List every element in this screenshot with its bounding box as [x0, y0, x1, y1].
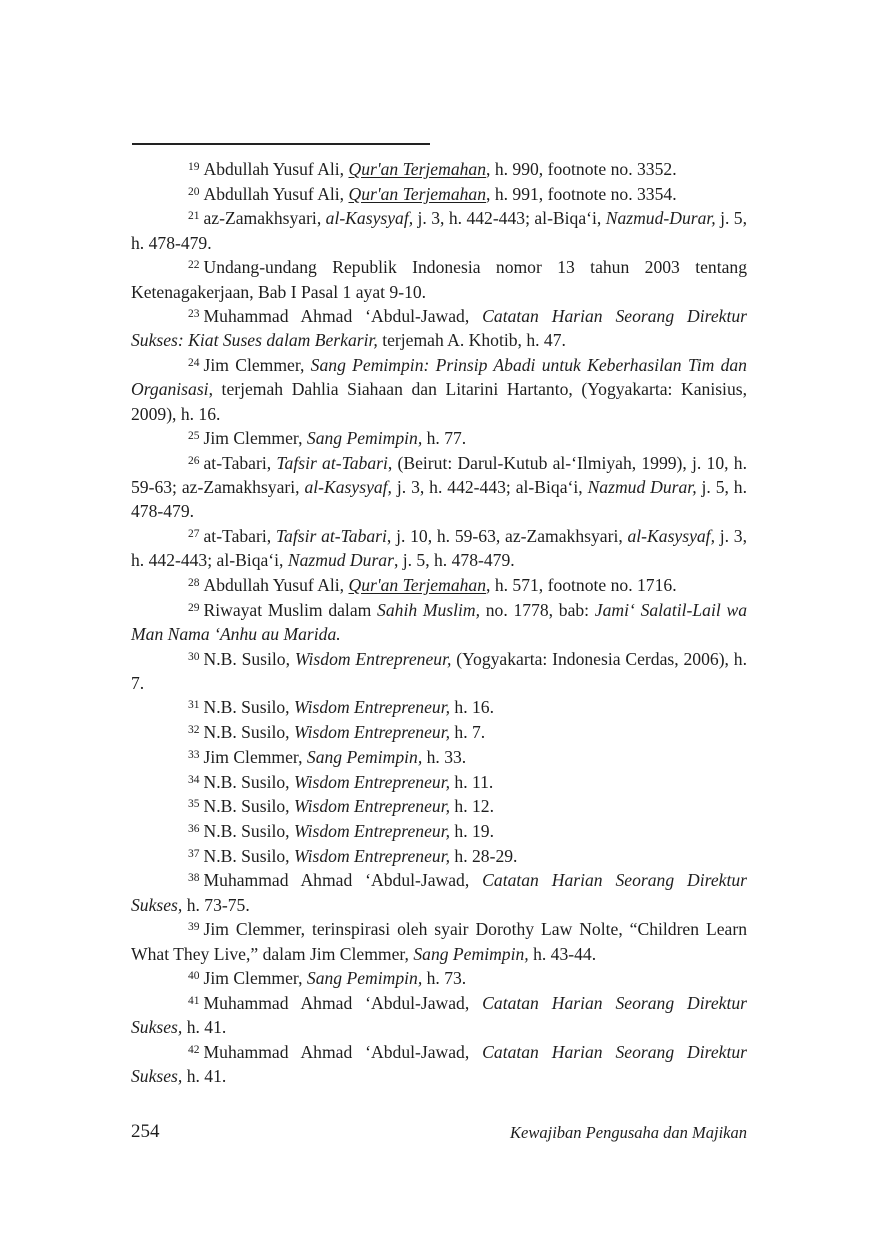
work-title: Sang Pemimpin: Prinsip Abadi untuk Keberhasilan Tim dan Organisasi	[131, 355, 747, 400]
footnote-number: 34	[188, 773, 200, 786]
footnote-text: j. 5, h. 478-479.	[131, 208, 748, 253]
work-title: Wisdom Entrepreneur,	[293, 771, 450, 792]
footnote-text: , h. 991, footnote no. 3354.	[486, 183, 677, 204]
work-title	[348, 575, 486, 595]
footnote-28	[131, 573, 747, 597]
footnote-35	[131, 794, 747, 818]
footnote-text: N.B. Susilo,	[203, 722, 294, 743]
footnote-text: h. 16.	[450, 697, 494, 718]
footnote-text: Abdullah Yusuf Ali,	[203, 574, 349, 595]
footnote-text: h. 73-75.	[182, 894, 250, 915]
running-title: Kewajiban Pengusaha dan Majikan	[510, 1123, 747, 1142]
footnote-number: 38	[188, 872, 200, 885]
footnote-number: 20	[188, 185, 200, 198]
footnote-number: 24	[188, 357, 200, 370]
footnote-text: N.B. Susilo,	[203, 697, 294, 718]
work-title: Tafsir at-Tabari	[276, 452, 388, 473]
work-title: Wisdom Entrepreneur,	[294, 648, 452, 669]
work-title: Sahih Muslim,	[377, 599, 481, 620]
footnote-text: , h. 990, footnote no. 3352.	[486, 159, 677, 179]
footnote-text: at-Tabari,	[203, 526, 276, 547]
footnote-27	[131, 524, 747, 572]
work-title: al-Kasysyaf,	[627, 526, 715, 547]
work-title: Wisdom Entrepreneur,	[293, 697, 450, 718]
footnote-34	[131, 770, 747, 794]
footnote-number: 22	[188, 259, 200, 272]
footnote-text: , (Beirut: Darul-Kutub al-‘Ilmiyah, 1999), j. 10, h. 59-63; az-Zamakhsyari,	[131, 452, 747, 498]
page-number: 254	[131, 1121, 160, 1142]
footnote-text: N.B. Susilo,	[203, 771, 294, 792]
work-title: Wisdom Entrepreneur,	[293, 796, 450, 817]
footnote-39	[131, 917, 747, 965]
footnote-number: 32	[188, 724, 200, 737]
footnote-text: Muhammad Ahmad ‘Abdul-Jawad,	[203, 992, 483, 1013]
work-title: Jami‘ Salatil-Lail wa Man Nama ‘Anhu au Marida.	[131, 599, 747, 644]
footnotes-list	[131, 157, 747, 1089]
footnote-text: h. 11.	[450, 771, 494, 792]
footnote-30	[131, 647, 747, 695]
footnote-text: j. 3, h. 442-443; al-Biqa‘i,	[391, 477, 588, 498]
footnote-number: 41	[188, 994, 200, 1007]
work-title: Wisdom Entrepreneur,	[293, 820, 450, 841]
footnote-text: , j. 5, h. 478-479.	[393, 550, 515, 571]
work-title: Catatan Harian Seorang Direktur Sukses,	[131, 992, 747, 1038]
footnote-text: N.B. Susilo,	[203, 820, 294, 841]
footnote-text: Undang-undang Republik Indonesia nomor 13 tahun 2003 tentang Ketenagakerjaan, Bab I Pasal 1 ayat 9-10.	[131, 257, 747, 302]
work-title: Catatan Harian Seorang Direktur Sukses,	[131, 1041, 747, 1087]
footnote-number: 40	[188, 970, 200, 983]
footnote-text: Muhammad Ahmad ‘Abdul-Jawad,	[203, 1041, 483, 1062]
footnote-separator-rule	[132, 143, 430, 145]
footnote-text: , h. 571, footnote no. 1716.	[486, 574, 677, 595]
footnote-29	[131, 598, 747, 646]
work-title: Sang Pemimpin,	[306, 428, 423, 449]
work-title: al-Kasysyaf,	[304, 477, 392, 498]
footnote-20	[131, 182, 747, 206]
footnote-text: N.B. Susilo,	[203, 648, 295, 669]
footnote-text: Jim Clemmer,	[203, 746, 307, 767]
work-title: Wisdom Entrepreneur,	[293, 722, 450, 743]
footnote-text: , terjemah Dahlia Siahaan dan Litarini Hartanto, (Yogyakarta: Kanisius, 2009), h. 16.	[131, 379, 747, 424]
footnote-text: j. 5, h. 478-479.	[131, 477, 747, 522]
work-title: al-Kasysyaf,	[325, 208, 414, 229]
footnote-text: Jim Clemmer, terinspirasi oleh syair Dorothy Law Nolte, “Children Learn What They Live,” dalam Jim Clemmer,	[131, 919, 747, 964]
footnote-text: h. 19.	[450, 820, 494, 841]
footnote-text: Riwayat Muslim dalam	[203, 599, 378, 620]
footnote-text: N.B. Susilo,	[203, 796, 294, 817]
work-title: Sang Pemimpin,	[306, 968, 423, 989]
footnote-text: az-Zamakhsyari,	[203, 208, 326, 229]
work-title: Nazmud Durar,	[587, 477, 697, 498]
footnote-32	[131, 720, 747, 744]
footnote-number: 29	[188, 601, 200, 614]
footnote-36	[131, 819, 747, 843]
footnote-37	[131, 844, 747, 868]
footnote-text: , j. 10, h. 59-63, az-Zamakhsyari,	[386, 526, 628, 547]
footnote-text: Jim Clemmer,	[203, 428, 307, 449]
footnote-number: 25	[188, 430, 200, 443]
footnote-number: 23	[188, 308, 200, 321]
footnote-19	[131, 157, 747, 181]
work-title	[348, 159, 486, 179]
footnote-text: j. 3, h. 442-443; al-Biqa‘i,	[131, 526, 747, 571]
footnote-22	[131, 255, 747, 303]
work-title: Catatan Harian Seorang Direktur Sukses: Kiat Suses dalam Berkarir,	[131, 306, 747, 351]
footnote-40	[131, 966, 747, 990]
work-title-text: Qur'an Terjemahan	[348, 159, 487, 179]
footnote-number: 33	[188, 748, 200, 761]
work-title: Nazmud Durar	[287, 550, 394, 571]
work-title: Sang Pemimpin,	[306, 746, 423, 767]
footnote-number: 21	[188, 210, 200, 223]
footnote-text: h. 12.	[450, 796, 494, 817]
work-title: Wisdom Entrepreneur,	[293, 845, 450, 866]
footnote-text: Jim Clemmer,	[203, 968, 307, 989]
footnote-24	[131, 353, 747, 426]
footnote-21	[131, 206, 747, 254]
footnote-number: 39	[188, 921, 200, 934]
page-footer	[131, 1121, 747, 1149]
footnote-text: j. 3, h. 442-443; al-Biqa‘i,	[413, 208, 606, 229]
footnote-26	[131, 451, 747, 524]
footnote-text: h. 33.	[422, 746, 467, 767]
footnote-text: h. 77.	[422, 428, 467, 449]
footnote-41	[131, 991, 747, 1039]
footnote-text: terjemah A. Khotib, h. 47.	[377, 330, 566, 351]
footnote-text: Abdullah Yusuf Ali,	[203, 183, 349, 204]
footnote-text: h. 41.	[182, 1066, 227, 1087]
footnote-23	[131, 304, 747, 352]
footnote-number: 26	[188, 454, 200, 467]
footnote-number: 27	[188, 528, 200, 541]
footnote-text: h. 73.	[422, 968, 467, 989]
work-title: Catatan Harian Seorang Direktur Sukses,	[131, 870, 747, 915]
footnote-text: no. 1778, bab:	[480, 599, 595, 620]
footnote-text: h. 41.	[182, 1017, 227, 1038]
footnote-number: 36	[188, 822, 200, 835]
work-title: Tafsir at-Tabari	[275, 526, 387, 547]
footnote-text: Abdullah Yusuf Ali,	[203, 159, 349, 179]
footnote-text: h. 28-29.	[450, 845, 518, 866]
footnote-text: Muhammad Ahmad ‘Abdul-Jawad,	[203, 306, 483, 327]
work-title-text: Qur'an Terjemahan	[348, 574, 487, 595]
footnote-text: at-Tabari,	[203, 452, 277, 473]
footnote-number: 31	[188, 699, 200, 712]
footnote-text: Muhammad Ahmad ‘Abdul-Jawad,	[203, 870, 483, 891]
footnote-text: (Yogyakarta: Indonesia Cerdas, 2006), h. 7.	[131, 648, 747, 693]
work-title: Sang Pemimpin,	[413, 943, 529, 964]
footnote-42	[131, 1040, 747, 1088]
footnote-number: 35	[188, 798, 200, 811]
footnote-number: 42	[188, 1043, 200, 1056]
footnote-number: 28	[188, 576, 200, 589]
work-title	[348, 184, 486, 204]
footnote-number: 19	[188, 161, 200, 173]
footnote-text: Jim Clemmer,	[203, 355, 311, 376]
footnote-number: 37	[188, 847, 200, 860]
work-title: Nazmud-Durar,	[605, 208, 716, 229]
footnote-33	[131, 745, 747, 769]
footnote-25	[131, 426, 747, 450]
footnote-38	[131, 868, 747, 916]
footnote-31	[131, 695, 747, 719]
footnote-text: h. 43-44.	[528, 943, 597, 964]
footnote-text: h. 7.	[450, 722, 486, 743]
footnote-number: 30	[188, 650, 200, 663]
work-title-text: Qur'an Terjemahan	[348, 183, 487, 204]
footnote-text: N.B. Susilo,	[203, 845, 294, 866]
